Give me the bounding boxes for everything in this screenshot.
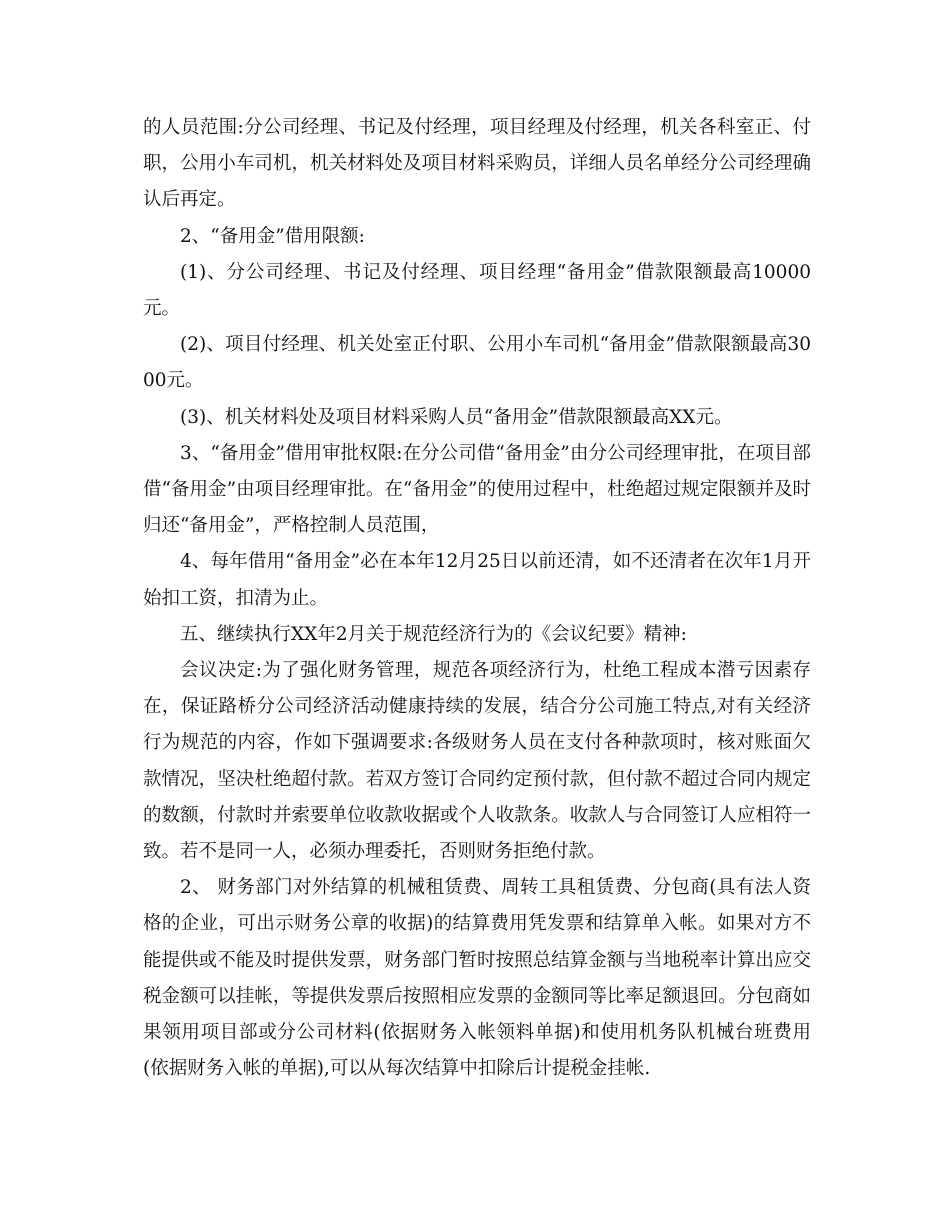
paragraph-limit-item-1: (1)、分公司经理、书记及付经理、项目经理“备用金”借款限额最高10000元。 (143, 261, 811, 320)
paragraph-approval-authority: 3、“备用金”借用审批权限:在分公司借“备用金”由分公司经理审批，在项目部借“备用金”由项目经理审批。在“备用金”的使用过程中，杜绝超过规定限额并及时归还“备用金”，严格控制人员范围， (143, 442, 811, 537)
paragraph-limit-item-3: (3)、机关材料处及项目材料采购人员“备用金”借款限额最高XX元。 (180, 406, 733, 428)
paragraph-personnel-scope: 的人员范围:分公司经理、书记及付经理，项目经理及付经理，机关各科室正、付职，公用小车司机，机关材料处及项目材料采购员，详细人员名单经分公司经理确认后再定。 (143, 117, 811, 211)
paragraph-meeting-decision: 会议决定:为了强化财务管理，规范各项经济行为，杜绝工程成本潜亏因素存在，保证路桥分公司经济活动健康持续的发展，结合分公司施工特点,对有关经济行为规范的内容，作如下强调要求:各级财务人员在支付各种款项时，核对账面欠款情况，坚决杜绝超付款。若双方签订合同约定预付款，但付款不超过合同内规定的数额，付款时并索要单位收款收据或个人收款条。收款人与合同签订人应相符一致。若不是同一人，必须办理委托，否则财务拒绝付款。 (143, 660, 811, 863)
paragraph-settlement-rules: 2、 财务部门对外结算的机械租赁费、周转工具租赁费、分包商(具有法人资格的企业，可出示财务公章的收据)的结算费用凭发票和结算单入帐。如果对方不能提供或不能及时提供发票，财务部门暂时按照总结算金额与当地税率计算出应交税金额可以挂帐，等提供发票后按照相应发票的金额同等比率足额退回。分包商如果领用项目部或分公司材料(依据财务入帐领料单据)和使用机务队机械台班费用(依据财务入帐的单据),可以从每次结算中扣除后计提税金挂帐. (143, 877, 811, 1080)
document-body (143, 110, 811, 1087)
paragraph-limit-item-2: (2)、项目付经理、机关处室正付职、公用小车司机“备用金”借款限额最高3000元。 (143, 334, 811, 392)
paragraph-repayment-deadline: 4、每年借用“备用金”必在本年12月25日以前还清，如不还清者在次年1月开始扣工资，扣清为止。 (143, 551, 811, 609)
paragraph-loan-limit-heading: 2、“备用金”借用限额: (180, 225, 365, 247)
paragraph-section-five-heading: 五、继续执行XX年2月关于规范经济行为的《会议纪要》精神: (180, 623, 687, 645)
